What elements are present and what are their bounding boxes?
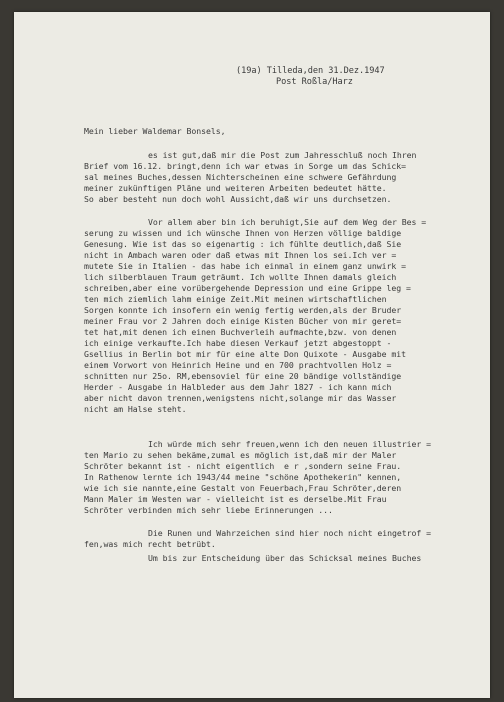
letter-line: fen,was mich recht betrübt. — [84, 539, 216, 549]
letter-line: nicht am Halse steht. — [84, 404, 187, 414]
letter-line: einem Vorwort von Heinrich Heine und en 700 prachtvollen Holz = — [84, 360, 392, 370]
letter-line: Sorgen konnte ich insofern ein wenig fertig werden,als der Bruder — [84, 305, 402, 315]
letter-line: meiner zukünftigen Pläne und weiteren Arbeiten bedeutet hätte. — [84, 183, 387, 193]
letter-line: mutete Sie in Italien - das habe ich einmal in einem ganz unwirk = — [84, 261, 407, 271]
letter-salutation: Mein lieber Waldemar Bonsels, — [84, 126, 226, 136]
letter-line: Gsellius in Berlin bot mir für eine alte Don Quixote - Ausgabe mit — [84, 349, 407, 359]
letter-line: Genesung. Wie ist das so eigenartig : ich fühlte deutlich,daß Sie — [84, 239, 402, 249]
letter-line: ich einige verkaufte.Ich habe diesen Verkauf jetzt abgestoppt - — [84, 338, 392, 348]
letter-line: sal meines Buches,dessen Nichterscheinen eine schwere Gefährdung — [84, 172, 397, 182]
letter-line: ten mich ziemlich lahm einige Zeit.Mit meinen wirtschaftlichen — [84, 294, 387, 304]
letter-line: In Rathenow lernte ich 1943/44 meine "schöne Apothekerin" kennen, — [84, 472, 402, 482]
letter-line: ten Mario zu sehen bekäme,zumal es möglich ist,daß mir der Maler — [84, 450, 397, 460]
letter-line: So aber besteht nun doch wohl Aussicht,daß wir uns durchsetzen. — [84, 194, 392, 204]
letter-line: es ist gut,daß mir die Post zum Jahresschluß noch Ihren — [148, 150, 417, 160]
letter-line: Um bis zur Entscheidung über das Schicksal meines Buches — [148, 553, 422, 563]
letter-sheet — [14, 12, 490, 698]
letter-line: Mann Maler im Westen war - vielleicht ist es derselbe.Mit Frau — [84, 494, 387, 504]
letter-line: aber nicht davon trennen,wenigstens nicht,solange mir das Wasser — [84, 393, 397, 403]
letter-line: schnitten nur 25o. RM,ebensoviel für eine 20 bändige vollständige — [84, 371, 402, 381]
letter-line: Ich würde mich sehr freuen,wenn ich den neuen illustrier = — [148, 439, 431, 449]
typewritten-letter — [14, 12, 490, 698]
letter-line: meiner Frau vor 2 Jahren doch einige Kisten Bücher von mir geret= — [84, 316, 402, 326]
letter-line: Die Runen und Wahrzeichen sind hier noch nicht eingetrof = — [148, 528, 431, 538]
letter-line: Schröter bekannt ist - nicht eigentlich e r ,sondern seine Frau. — [84, 461, 402, 471]
letter-place-date: (19a) Tilleda,den 31.Dez.1947 — [236, 66, 385, 76]
letter-line: serung zu wissen und ich wünsche Ihnen von Herzen völlige baldige — [84, 228, 402, 238]
letter-line: wie ich sie nannte,eine Gestalt von Feuerbach,Frau Schröter,deren — [84, 483, 402, 493]
letter-line: tet hat,mit denen ich einen Buchverleih aufmachte,bzw. von denen — [84, 327, 397, 337]
letter-post-office: Post Roßla/Harz — [276, 77, 353, 87]
letter-line: nicht in Ambach waren oder daß etwas mit Ihnen los sei.Ich ver = — [84, 250, 397, 260]
letter-line: Schröter verbinden mich sehr liebe Erinnerungen ... — [84, 505, 333, 515]
letter-line: Herder - Ausgabe in Halbleder aus dem Jahr 1827 - ich kann mich — [84, 382, 392, 392]
letter-line: schreiben,aber eine vorübergehende Depression und eine Grippe leg = — [84, 283, 411, 293]
letter-line: Brief vom 16.12. bringt,denn ich war etwas in Sorge um das Schick= — [84, 161, 407, 171]
letter-line: lich silberblauen Traum geträumt. Ich wollte Ihnen damals gleich — [84, 272, 397, 282]
letter-line: Vor allem aber bin ich beruhigt,Sie auf dem Weg der Bes = — [148, 217, 427, 227]
